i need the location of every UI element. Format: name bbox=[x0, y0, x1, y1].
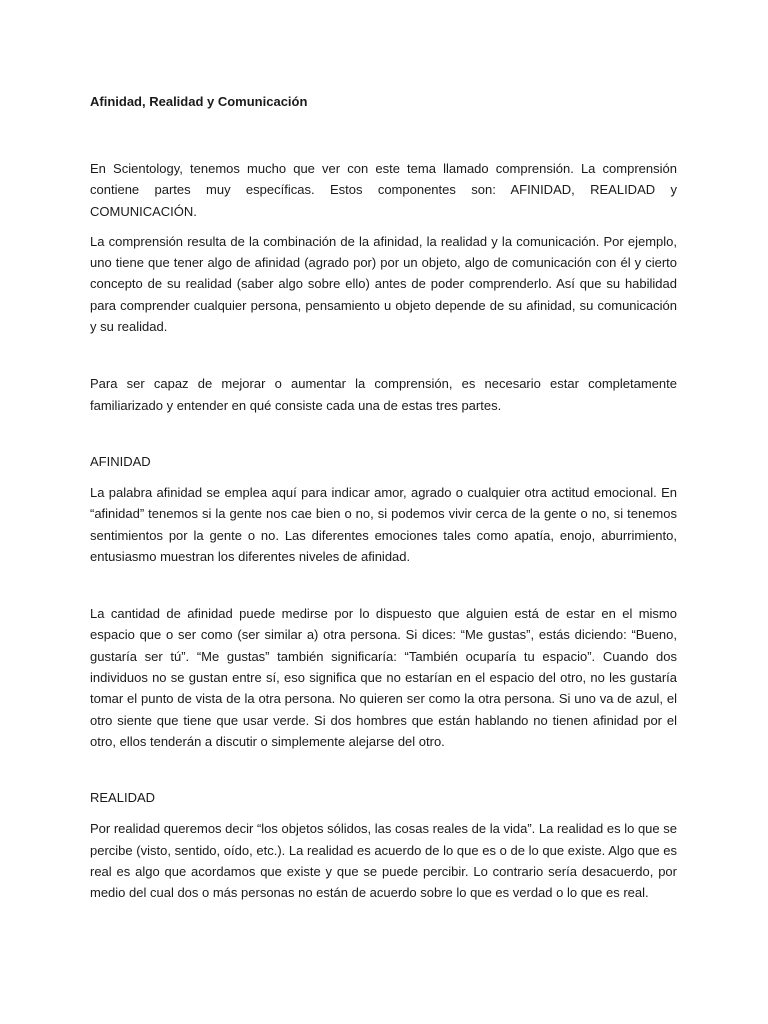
afinidad-paragraph-2: La cantidad de afinidad puede medirse por lo dispuesto que alguien está de estar en el mismo espacio que o ser como (ser similar a) otra persona. Si dices: “Me gustas”, estás diciendo: “Bueno, gustaría ser tú”. “Me gustas” también significaría: “También ocuparía tu espacio”. Cuando dos individuos no se gustan entre sí, eso significa que no estarían en el espacio del otro, no les gustaría tomar el punto de vista de la otra persona. No quieren ser como la otra persona. Si uno va de azul, el otro siente que tiene que usar verde. Si dos hombres que están hablando no tienen afinidad por el otro, ellos tenderán a discutir o simplemente alejarse del otro. bbox=[90, 606, 677, 749]
intro-paragraph-2: La comprensión resulta de la combinación de la afinidad, la realidad y la comunicación. Por ejemplo, uno tiene que tener algo de afinidad (agrado por) por un objeto, algo de comunicación con él y cierto concepto de su realidad (saber algo sobre ello) antes de poder comprenderlo. Así que su habilidad para comprender cualquier persona, pensamiento u objeto depende de su afinidad, su comunicación y su realidad. bbox=[90, 233, 677, 335]
intro-paragraph-3: Para ser capaz de mejorar o aumentar la comprensión, es necesario estar completamente familiarizado y entender en qué consiste cada una de estas tres partes. bbox=[90, 376, 677, 413]
document-title: Afinidad, Realidad y Comunicación bbox=[90, 94, 308, 109]
realidad-paragraph-1: Por realidad queremos decir “los objetos sólidos, las cosas reales de la vida”. La realidad es lo que se percibe (visto, sentido, oído, etc.). La realidad es acuerdo de lo que es o de lo que existe. Algo que es real es algo que acordamos que existe y que se puede percibir. Lo contrario sería desacuerdo, por medio del cual dos o más personas no están de acuerdo sobre lo que es verdad o lo que es real. bbox=[90, 821, 677, 901]
document-page bbox=[90, 92, 677, 903]
afinidad-paragraph-1: La palabra afinidad se emplea aquí para indicar amor, agrado o cualquier otra actitud emocional. En “afinidad” tenemos si la gente nos cae bien o no, si podemos vivir cerca de la gente o no, si tenemos sentimientos por la gente o no. Las diferentes emociones tales como apatía, enojo, aburrimiento, entusiasmo muestran los diferentes niveles de afinidad. bbox=[90, 484, 677, 564]
section-heading-afinidad: AFINIDAD bbox=[90, 453, 151, 469]
intro-paragraph-1: En Scientology, tenemos mucho que ver con este tema llamado comprensión. La comprensión contiene partes muy específicas. Estos componentes son: AFINIDAD, REALIDAD y COMUNICACIÓN. bbox=[90, 161, 677, 219]
section-heading-realidad: REALIDAD bbox=[90, 790, 156, 806]
